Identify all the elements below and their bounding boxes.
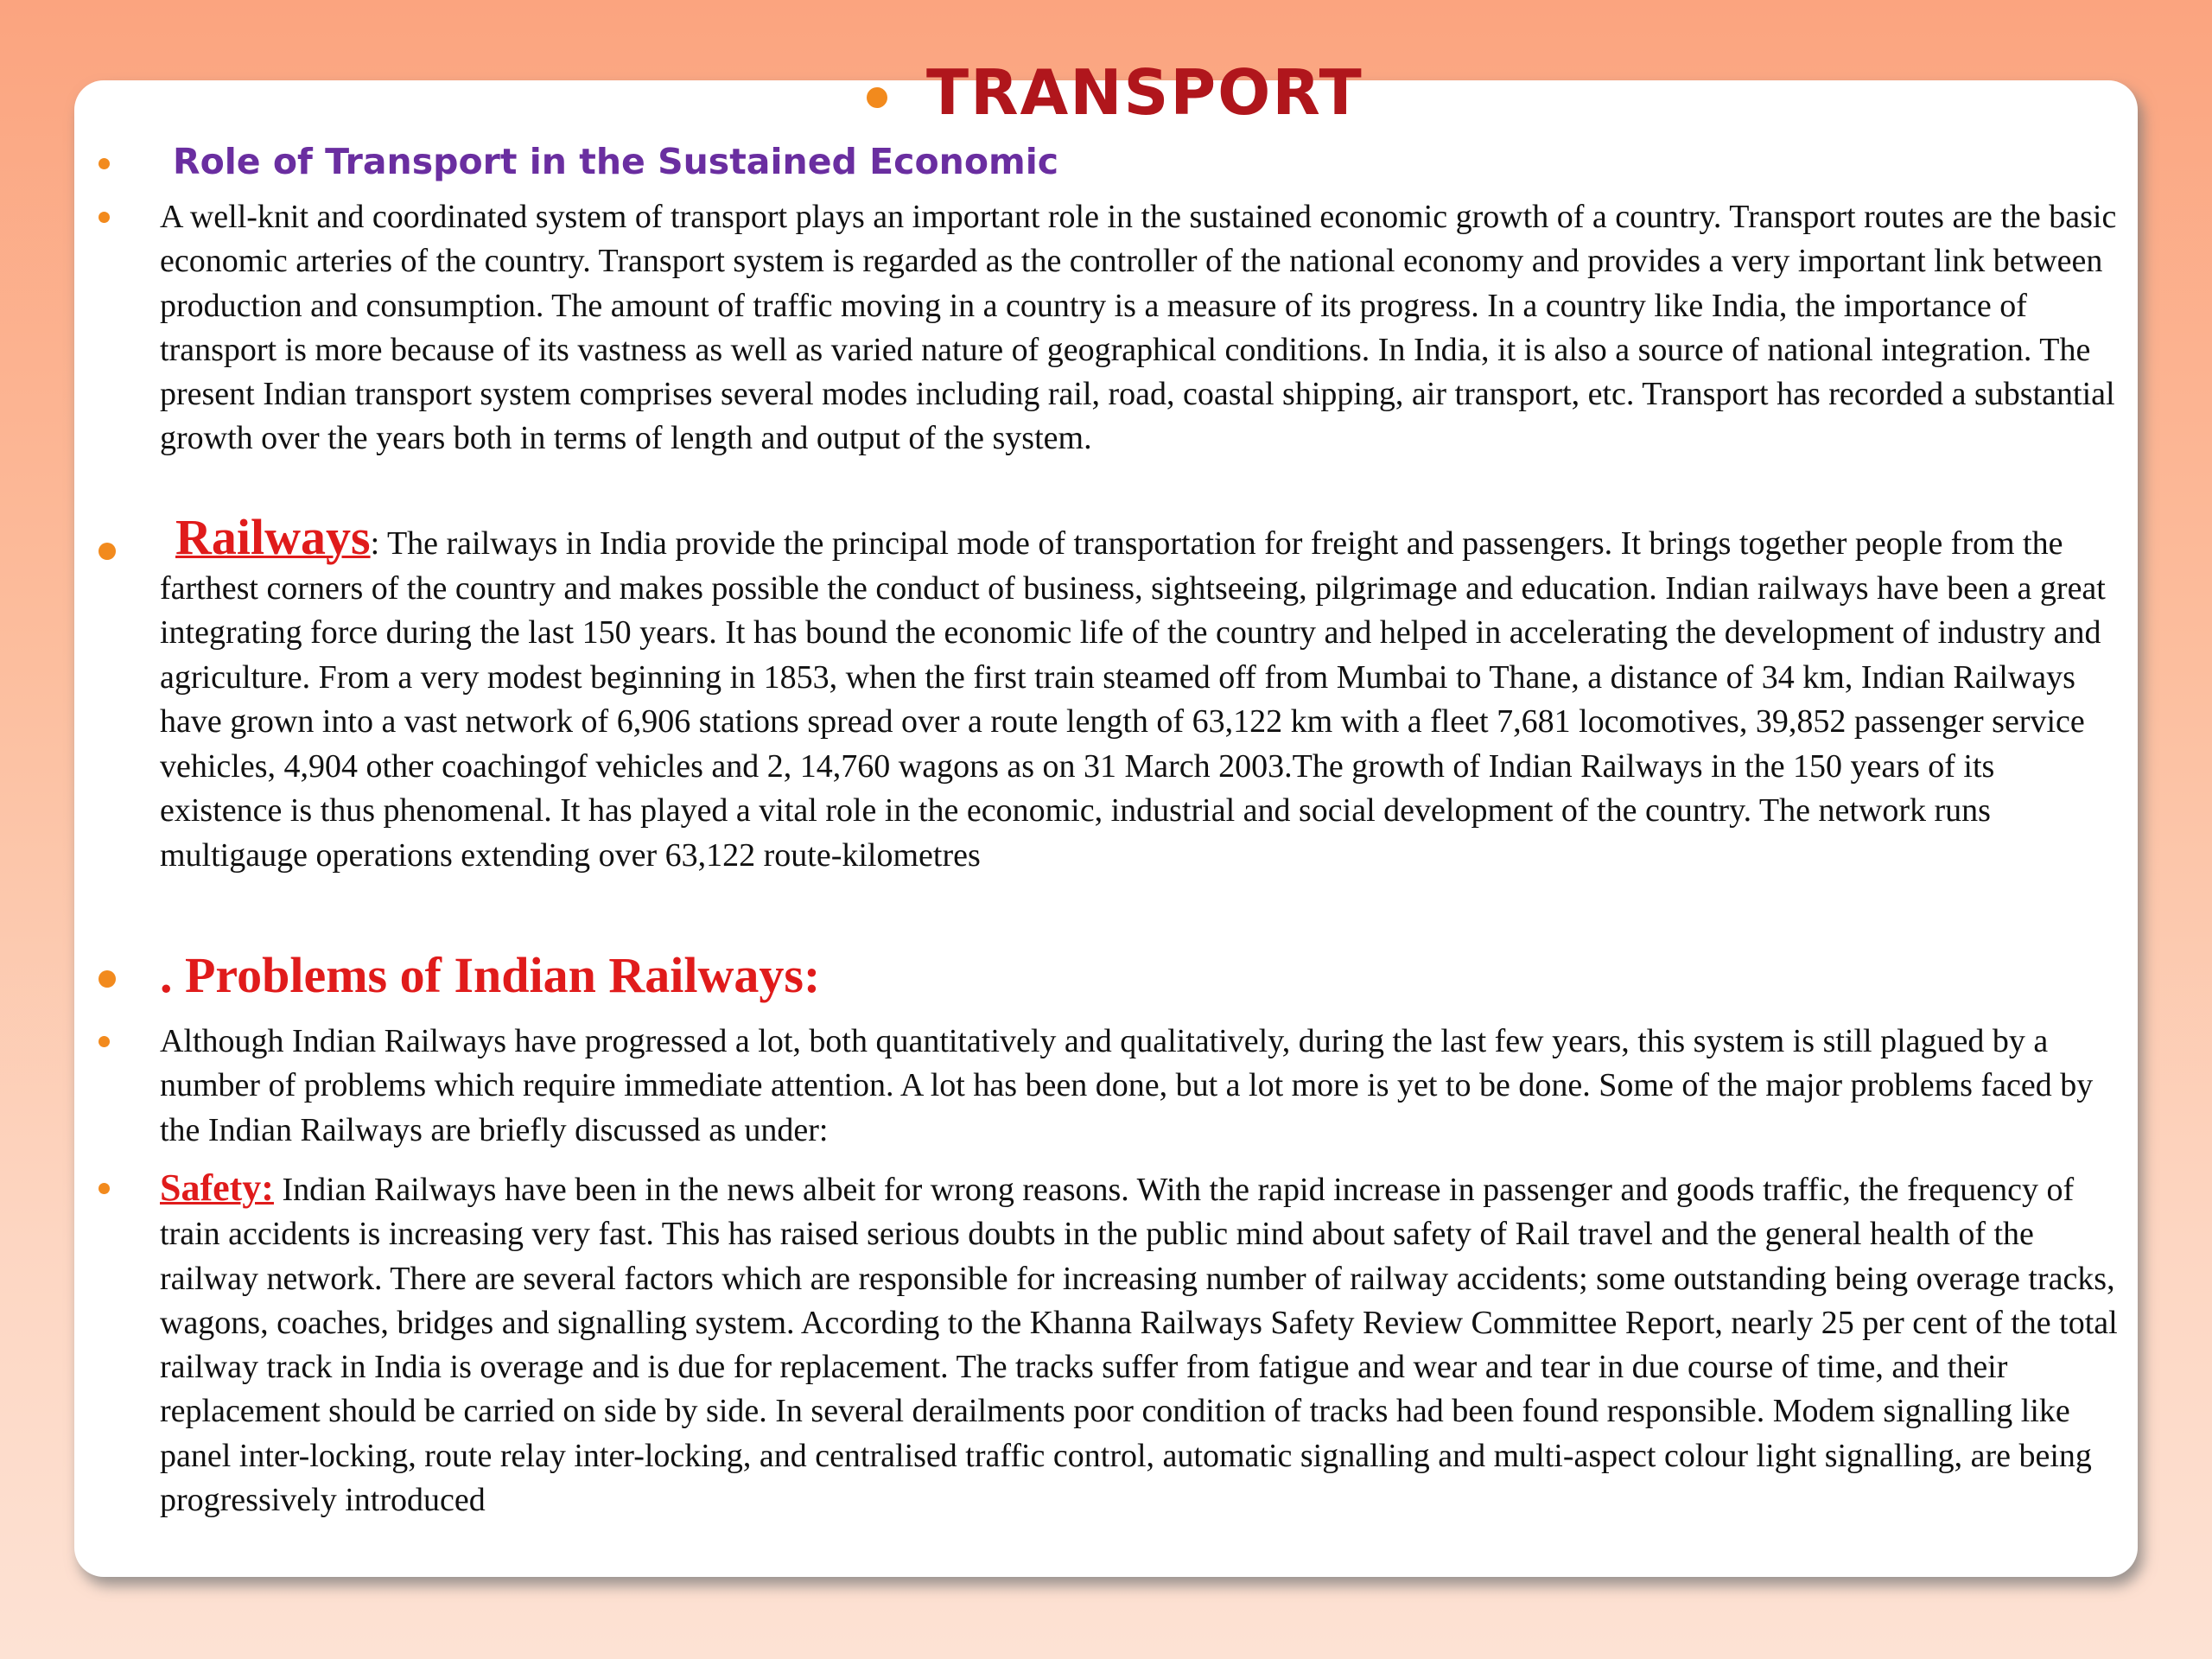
railways-separator: : (370, 525, 380, 562)
railways-text: The railways in India provide the principal mode of transportation for freight and passengers. It brings together people from the farthest corners of the country and makes possible the conduct of business, sightseeing, pilgrimage and education. Indian railways have been a great integrating force during the last 150 years. It has bound the economic life of the country and helped in accelerating the development of industry and agriculture. From a very modest beginning in 1853, when the first train steamed off from Mumbai to Thane, a distance of 34 km, Indian Railways have grown into a vast network of 6,906 stations spread over a route length of 63,122 km with a fleet 7,681 locomotives, 39,852 passenger service vehicles, 4,904 other coachingof vehicles and 2, 14,760 wagons as on 31 March 2003.The growth of Indian Railways in the 150 years of its existence is thus phenomenal. It has played a vital role in the economic, industrial and social development of the country. The network runs multigauge operations extending over 63,122 route-kilometres (160, 525, 2106, 874)
safety-label: Safety: (160, 1166, 274, 1209)
bullet-icon (99, 1036, 110, 1047)
railways-label: Railways (175, 509, 371, 565)
bullet-icon (99, 543, 116, 560)
slide-title: TRANSPORT (926, 56, 1363, 129)
problems-heading: . Problems of Indian Railways: (160, 947, 821, 1003)
slide-subtitle: Role of Transport in the Sustained Economic (173, 141, 1059, 182)
problems-intro-paragraph: Although Indian Railways have progressed a lot, both quantitatively and qualitatively, during the last few years, this system is still plagued by a number of problems which require immediate attention. A lot has been done, but a lot more is yet to be done. Some of the major problems faced by the Indian Railways are briefly discussed as under: (160, 1023, 2094, 1148)
railways-paragraph (160, 509, 2121, 878)
safety-text: Indian Railways have been in the news albeit for wrong reasons. With the rapid increase in passenger and goods traffic, the frequency of train accidents is increasing very fast. This has raised serious doubts in the public mind about safety of Rail travel and the general health of the railway network. There are several factors which are responsible for increasing number of railway accidents; some outstanding being overage tracks, wagons, coaches, bridges and signalling system. According to the Khanna Railways Safety Review Committee Report, nearly 25 per cent of the total railway track in India is overage and is due for replacement. The tracks suffer from fatigue and wear and tear in due course of time, and their replacement should be carried on side by side. In several derailments poor condition of tracks had been found responsible. Modem signalling like panel inter-locking, route relay inter-locking, and centralised traffic control, automatic signalling and multi-aspect colour light signalling, are being progressively introduced (160, 1172, 2118, 1519)
intro-paragraph: A well-knit and coordinated system of transport plays an important role in the sustained economic growth of a country. Transport routes are the basic economic arteries of the country. Transport system is regarded as the controller of the national economy and provides a very important link between production and consumption. The amount of traffic moving in a country is a measure of its progress. In a country like India, the importance of transport is more because of its vastness as well as varied nature of geographical conditions. In India, it is also a source of national integration. The present Indian transport system comprises several modes including rail, road, coastal shipping, air transport, etc. Transport has recorded a substantial growth over the years both in terms of length and output of the system. (160, 199, 2117, 457)
safety-paragraph (160, 1166, 2121, 1522)
bullet-icon (99, 158, 110, 169)
bullet-icon (99, 1183, 110, 1194)
bullet-icon (99, 212, 110, 223)
bullet-icon (99, 970, 116, 988)
